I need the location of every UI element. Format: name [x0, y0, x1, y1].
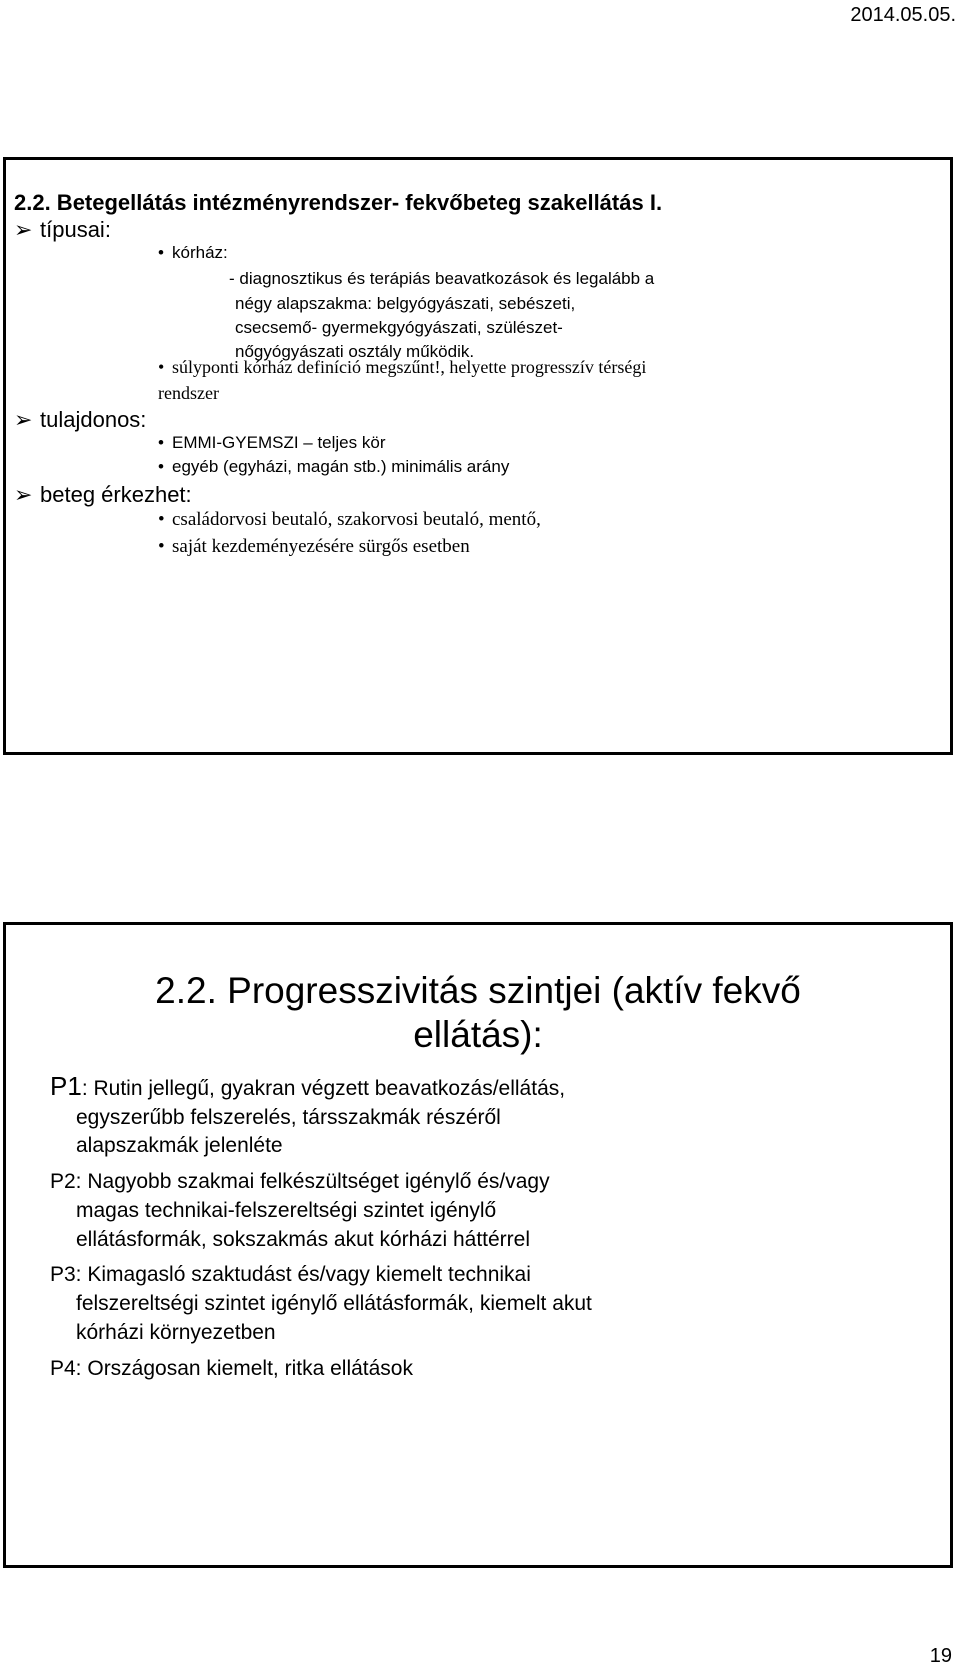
korhaz-desc-line-4: nőgyógyászati osztály működik.	[235, 342, 475, 361]
beteg-heading	[14, 482, 192, 508]
tulajdonos-item-1	[158, 433, 385, 453]
p2-line-1: P2: Nagyobb szakmai felkészültséget igénylő és/vagy	[50, 1170, 550, 1193]
bullet-icon: •	[158, 457, 164, 476]
tipusai-label: típusai:	[40, 217, 111, 242]
slide-2	[3, 922, 953, 1568]
sulyponti-item	[158, 357, 646, 378]
header-date: 2014.05.05.	[850, 4, 956, 26]
beteg-item-1-text: családorvosi beutaló, szakorvosi beutaló, mentő,	[172, 509, 541, 530]
tulajdonos-item-1-text: EMMI-GYEMSZI – teljes kör	[172, 433, 386, 452]
p2-line-2: magas technikai-felszereltségi szintet igénylő	[76, 1199, 497, 1222]
slide-1	[3, 157, 953, 755]
korhaz-desc-line-2: négy alapszakma: belgyógyászati, sebészeti,	[235, 294, 576, 313]
p1-line-2: egyszerűbb felszerelés, társszakmák részéről	[76, 1106, 501, 1129]
beteg-label: beteg érkezhet:	[40, 482, 192, 507]
slide-2-title-line-1: 2.2. Progresszivitás szintjei (aktív fekvő	[155, 970, 801, 1011]
p3-line-2: felszereltségi szintet igénylő ellátásformák, kiemelt akut	[76, 1292, 592, 1315]
bullet-icon: •	[158, 357, 165, 377]
p1-line-1-text: : Rutin jellegű, gyakran végzett beavatkozás/ellátás,	[81, 1077, 566, 1100]
sulyponti-line-2: rendszer	[158, 383, 219, 403]
page-number: 19	[929, 1645, 952, 1667]
p1-line-3: alapszakmák jelenléte	[76, 1134, 283, 1157]
tulajdonos-label: tulajdonos:	[40, 407, 147, 432]
slide-1-title: 2.2. Betegellátás intézményrendszer- fekvőbeteg szakellátás I.	[14, 190, 663, 215]
slide-2-title-line-2: ellátás):	[413, 1014, 543, 1055]
p3-line-3: kórházi környezetben	[76, 1321, 276, 1344]
tulajdonos-item-2	[158, 457, 509, 477]
p4-line-1: P4: Országosan kiemelt, ritka ellátások	[50, 1357, 413, 1380]
arrow-bullet-icon: ➢	[14, 217, 33, 242]
beteg-item-2-text: saját kezdeményezésére sürgős esetben	[172, 536, 470, 557]
korhaz-item	[158, 243, 228, 263]
beteg-item-2	[158, 536, 470, 558]
tulajdonos-item-2-text: egyéb (egyházi, magán stb.) minimális arány	[172, 457, 510, 476]
bullet-icon: •	[158, 509, 165, 530]
tulajdonos-heading	[14, 407, 146, 433]
arrow-bullet-icon: ➢	[14, 482, 33, 507]
korhaz-desc-line-3: csecsemő- gyermekgyógyászati, szülészet-	[235, 318, 563, 337]
p3-line-1: P3: Kimagasló szaktudást és/vagy kiemelt technikai	[50, 1263, 531, 1286]
korhaz-desc-line-1: - diagnosztikus és terápiás beavatkozások és legalább a	[229, 269, 655, 288]
p1-label: P1	[50, 1071, 82, 1101]
korhaz-label: kórház:	[172, 243, 228, 262]
bullet-icon: •	[158, 243, 164, 262]
p1-line-1	[50, 1071, 565, 1104]
p2-line-3: ellátásformák, sokszakmás akut kórházi háttérrel	[76, 1228, 531, 1251]
beteg-item-1	[158, 509, 541, 531]
bullet-icon: •	[158, 433, 164, 452]
tipusai-heading	[14, 217, 111, 243]
sulyponti-line-1: súlyponti kórház definíció megszűnt!, helyette progresszív térségi	[172, 357, 647, 377]
arrow-bullet-icon: ➢	[14, 407, 33, 432]
bullet-icon: •	[158, 536, 165, 557]
